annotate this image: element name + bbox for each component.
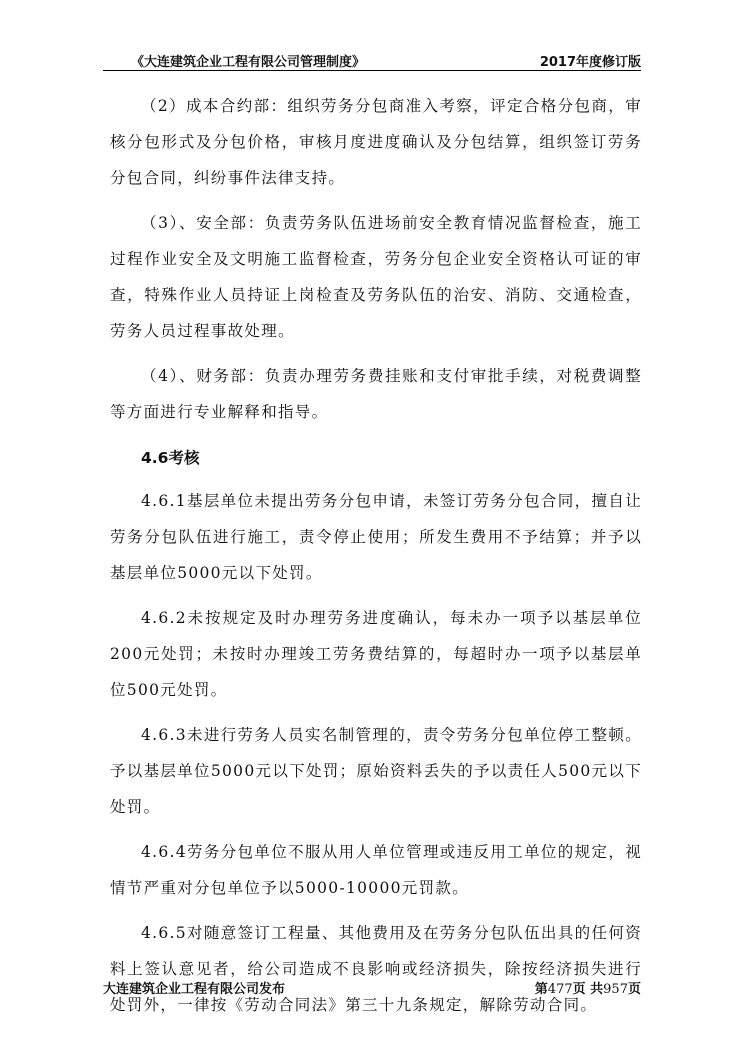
clause-4-6-1: 4.6.1基层单位未提出劳务分包申请，未签订劳务分包合同，擅自让劳务分包队伍进行施工，责令停止使用；所发生费用不予结算；并予以基层单位5000元以下处罚。 — [110, 492, 642, 582]
page-current: 477 — [547, 982, 573, 997]
page-number — [535, 978, 641, 997]
document-body — [110, 88, 642, 1032]
clause-4-6-3: 4.6.3未进行劳务人员实名制管理的，责令劳务分包单位停工整顿。予以基层单位5000元以下处罚；原始资料丢失的予以责任人500元以下处罚。 — [110, 726, 642, 816]
page-total: 957 — [603, 982, 628, 997]
clause-4-6-5: 4.6.5对随意签订工程量、其他费用及在劳务分包队伍出具的任何资料上签认意见者，给公司造成不良影响或经济损失，除按经济损失进行处罚外，一律按《劳动合同法》第三十九条规定，解除劳动合同。 — [110, 924, 642, 1014]
section-heading: 4.6考核 — [141, 449, 200, 467]
paragraph-finance: （4）、财务部：负责办理劳务费挂账和支付审批手续，对税费调整等方面进行专业解释和指导。 — [110, 367, 642, 421]
page-footer — [103, 978, 641, 1000]
page-prefix: 第 — [534, 982, 548, 997]
page-suffix: 页 — [627, 982, 641, 997]
header-edition: 2017年度修订版 — [539, 55, 641, 70]
paragraph-safety: （3）、安全部：负责劳务队伍进场前安全教育情况监督检查，施工过程作业安全及文明施工监督检查，劳务分包企业安全资格认可证的审查，特殊作业人员持证上岗检查及劳务队伍的治安、消防、交通检查，劳务人员过程事故处理。 — [110, 214, 642, 340]
clause-4-6-2: 4.6.2未按规定及时办理劳务进度确认，每未办一项予以基层单位200元处罚；未按时办理竣工劳务费结算的，每超时办一项予以基层单位500元处罚。 — [110, 609, 642, 699]
header-title: 《大连建筑企业工程有限公司管理制度》 — [131, 55, 366, 70]
page-header — [103, 48, 641, 71]
clause-4-6-4: 4.6.4劳务分包单位不服从用人单位管理或违反用工单位的规定，视情节严重对分包单位予以5000-10000元罚款。 — [110, 843, 642, 897]
footer-publisher: 大连建筑企业工程有限公司发布 — [103, 982, 286, 997]
paragraph-cost-contract: （2）成本合约部：组织劳务分包商准入考察，评定合格分包商，审核分包形式及分包价格，审核月度进度确认及分包结算，组织签订劳务分包合同，纠纷事件法律支持。 — [110, 97, 642, 187]
page-mid: 页 共 — [572, 982, 604, 997]
